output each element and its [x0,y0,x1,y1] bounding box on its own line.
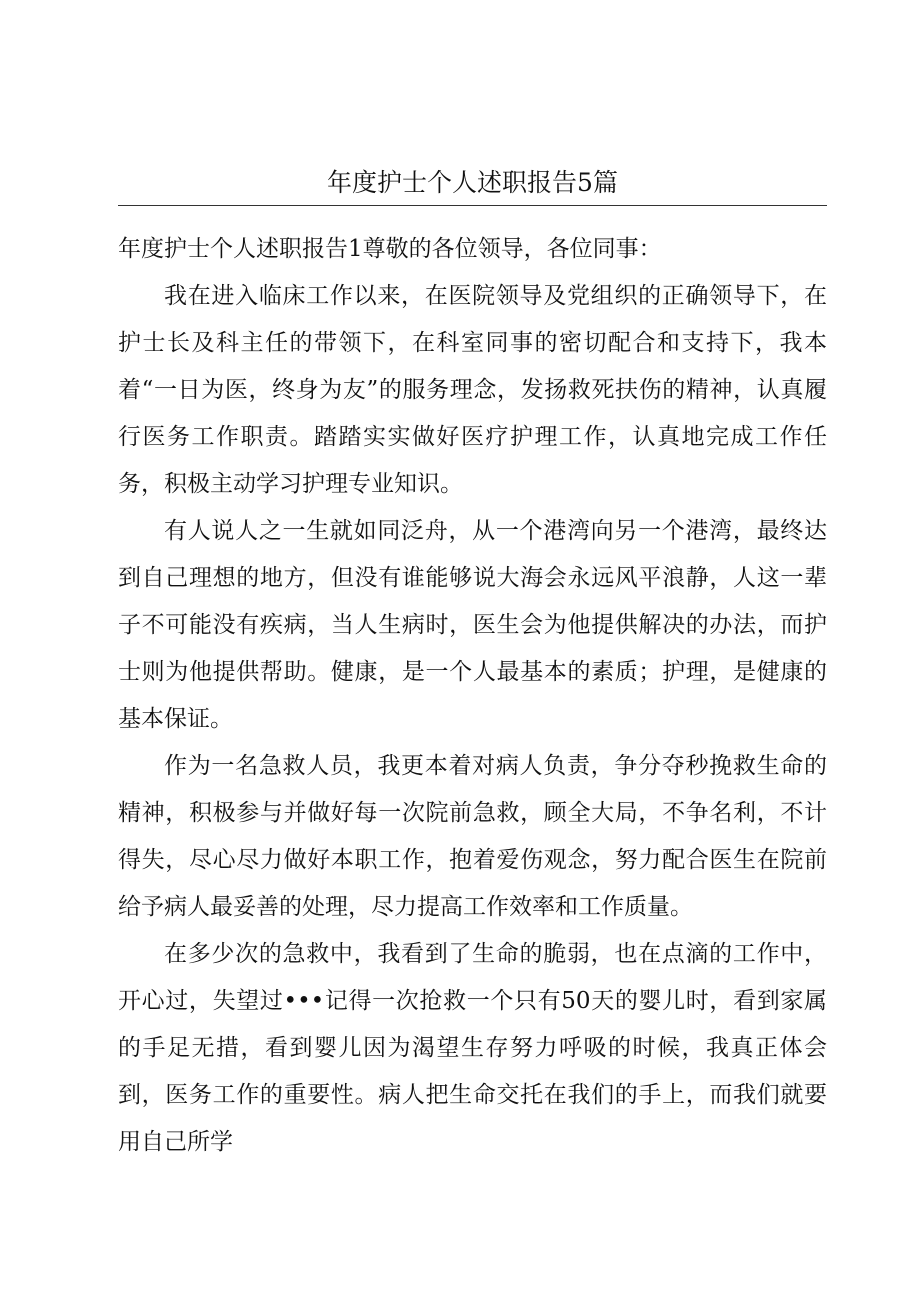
salutation-line: 年度护士个人述职报告1尊敬的各位领导，各位同事： [118,236,662,262]
document-title: 年度护士个人述职报告5篇 [327,168,618,197]
document-body [118,226,827,1166]
paragraph-3: 作为一名急救人员，我更本着对病人负责，争分夺秒挽救生命的精神，积极参与并做好每一次院前急救，顾全大局，不争名利，不计得失，尽心尽力做好本职工作，抱着爱伤观念，努力配合医生在院前给予病人最妥善的处理，尽力提高工作效率和工作质量。 [118,753,827,920]
paragraph-4: 在多少次的急救中，我看到了生命的脆弱，也在点滴的工作中，开心过，失望过•••记得一次抢救一个只有50天的婴儿时，看到家属的手足无措，看到婴儿因为渴望生存努力呼吸的时候，我真正体会到，医务工作的重要性。病人把生命交托在我们的手上，而我们就要用自己所学 [118,941,827,1155]
paragraph-2: 有人说人之一生就如同泛舟，从一个港湾向另一个港湾，最终达到自己理想的地方，但没有谁能够说大海会永远风平浪静，人这一辈子不可能没有疾病，当人生病时，医生会为他提供解决的办法，而护士则为他提供帮助。健康，是一个人最基本的素质；护理，是健康的基本保证。 [118,518,827,732]
paragraph-1: 我在进入临床工作以来，在医院领导及党组织的正确领导下，在护士长及科主任的带领下，在科室同事的密切配合和支持下，我本着“一日为医，终身为友”的服务理念，发扬救死扶伤的精神，认真履行医务工作职责。踏踏实实做好医疗护理工作，认真地完成工作任务，积极主动学习护理专业知识。 [118,283,827,497]
title-underline [118,205,827,206]
